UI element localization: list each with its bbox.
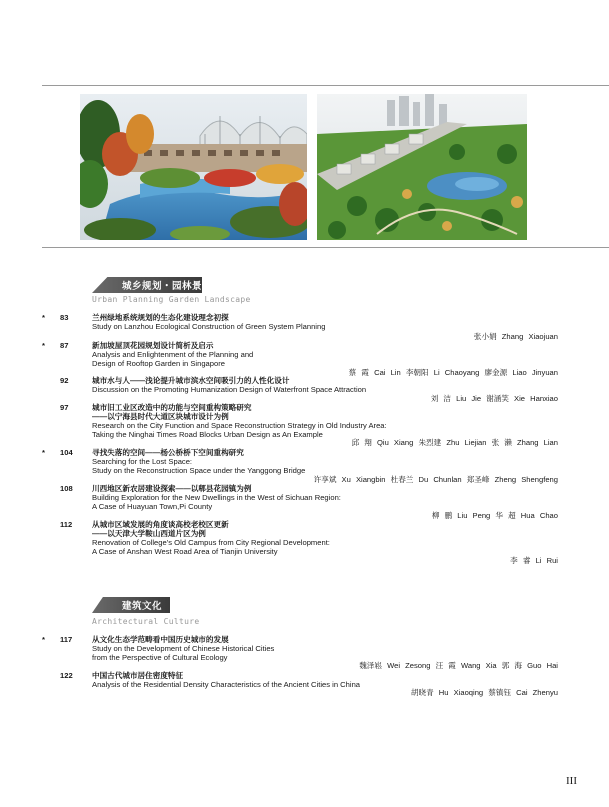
toc-entry[interactable] xyxy=(42,448,558,484)
title-en: Discussion on the Promoting Humanization Design of Waterfront Space Attraction xyxy=(92,385,367,394)
authors: 魏泽崧 Wei Zesong 汪 霞 Wang Xia 郭 海 Guo Hai xyxy=(359,661,558,670)
title-zh: 从城市区域发展的角度谈高校老校区更新 xyxy=(92,520,229,529)
garden-photo-left xyxy=(80,94,307,240)
title-zh: 城市旧工业区改造中的功能与空间重构策略研究 xyxy=(92,403,252,412)
toc-entry[interactable] xyxy=(42,341,558,377)
section-header-urban-planning xyxy=(92,277,213,293)
featured-star-icon: * xyxy=(42,313,45,322)
toc-entry[interactable] xyxy=(42,403,558,447)
section-title-en: Urban Planning Garden Landscape xyxy=(92,295,251,304)
subtitle-zh: ——以宁海县时代大道区块城市设计为例 xyxy=(92,412,229,421)
toc-entry[interactable] xyxy=(42,313,558,343)
title-en: Building Exploration for the New Dwellings in the West of Sichuan Region: xyxy=(92,493,341,502)
authors: 张小娟 Zhang Xiaojuan xyxy=(473,332,558,341)
title-en: Taking the Ninghai Times Road Blocks Urban Design as An Example xyxy=(92,430,323,439)
title-en: Study on the Development of Chinese Historical Cities xyxy=(92,644,275,653)
authors: 胡晓青 Hu Xiaoqing 蔡镇钰 Cai Zhenyu xyxy=(410,688,558,697)
authors: 邱 翔 Qiu Xiang 朱烈建 Zhu Liejian 张 濑 Zhang Lian xyxy=(351,438,558,447)
toc-entry[interactable] xyxy=(42,671,558,699)
title-zh: 寻找失落的空间——杨公桥桥下空间重构研究 xyxy=(92,448,244,457)
page-number: 87 xyxy=(60,341,69,350)
authors: 蔡 霞 Cai Lin 李朝阳 Li Chaoyang 廖金源 Liao Jinyuan xyxy=(348,368,558,377)
toc-entry[interactable] xyxy=(42,520,558,566)
authors: 李 睿 Li Rui xyxy=(510,556,558,565)
featured-star-icon: * xyxy=(42,448,45,457)
title-en: Renovation of College’s Old Campus from City Regional Development: xyxy=(92,538,330,547)
authors: 刘 洁 Liu Jie 谢涵笑 Xie Hanxiao xyxy=(430,394,558,403)
title-zh: 兰州绿地系统规划的生态化建设理念初探 xyxy=(92,313,229,322)
toc-entry[interactable] xyxy=(42,484,558,520)
title-en: Analysis of the Residential Density Characteristics of the Ancient Cities in China xyxy=(92,680,361,689)
title-zh: 新加坡屋顶花园规划设计简析及启示 xyxy=(92,341,214,350)
featured-star-icon: * xyxy=(42,341,45,350)
title-en: A Case of Anshan West Road Area of Tianjin University xyxy=(92,547,278,556)
authors: 许享斌 Xu Xiangbin 杜春兰 Du Chunlan 郑圣峰 Zheng Shengfeng xyxy=(313,475,558,484)
title-en: Analysis and Enlightenment of the Planning and xyxy=(92,350,254,359)
title-en: Searching for the Lost Space: xyxy=(92,457,193,466)
title-en: Study on Lanzhou Ecological Construction of Green System Planning xyxy=(92,322,326,331)
title-en: Research on the City Function and Space Reconstruction Strategy in Old Industry Area: xyxy=(92,421,387,430)
page-number: 108 xyxy=(60,484,73,493)
title-zh: 中国古代城市居住密度特征 xyxy=(92,671,184,680)
title-en: A Case of Huayuan Town,Pi County xyxy=(92,502,213,511)
page-number: 83 xyxy=(60,313,69,322)
page-number: 92 xyxy=(60,376,69,385)
photo-bottom-rule xyxy=(42,247,609,248)
section-header-architectural-culture xyxy=(92,597,202,613)
authors: 柳 鹏 Liu Peng 华 超 Hua Chao xyxy=(431,511,558,520)
subtitle-zh: ——以天津大学鞍山西道片区为例 xyxy=(92,529,206,538)
top-rule xyxy=(42,85,609,86)
title-zh: 城市水与人——浅论提升城市滨水空间吸引力的人性化设计 xyxy=(92,376,290,385)
title-zh: 川西地区新农居建设探索——以郫县花园镇为例 xyxy=(92,484,252,493)
section-title-en: Architectural Culture xyxy=(92,617,200,626)
page-number: 122 xyxy=(60,671,73,680)
toc-entry[interactable] xyxy=(42,376,558,404)
featured-star-icon: * xyxy=(42,635,45,644)
section-title-zh: 建筑文化 xyxy=(122,601,163,612)
title-zh: 从文化生态学范畴看中国历史城市的发展 xyxy=(92,635,229,644)
page-number: 112 xyxy=(60,520,73,529)
toc-entry[interactable] xyxy=(42,635,558,671)
title-en: Study on the Reconstruction Space under the Yanggong Bridge xyxy=(92,466,306,475)
page-number-footer: III xyxy=(566,775,577,787)
page-number: 97 xyxy=(60,403,69,412)
park-aerial-photo-right xyxy=(317,94,527,240)
section-title-zh: 城乡规划・园林景观 xyxy=(122,281,213,292)
page-number: 117 xyxy=(60,635,73,644)
page-number: 104 xyxy=(60,448,73,457)
title-en: Design of Rooftop Garden in Singapore xyxy=(92,359,225,368)
title-en: from the Perspective of Cultural Ecology xyxy=(92,653,228,662)
